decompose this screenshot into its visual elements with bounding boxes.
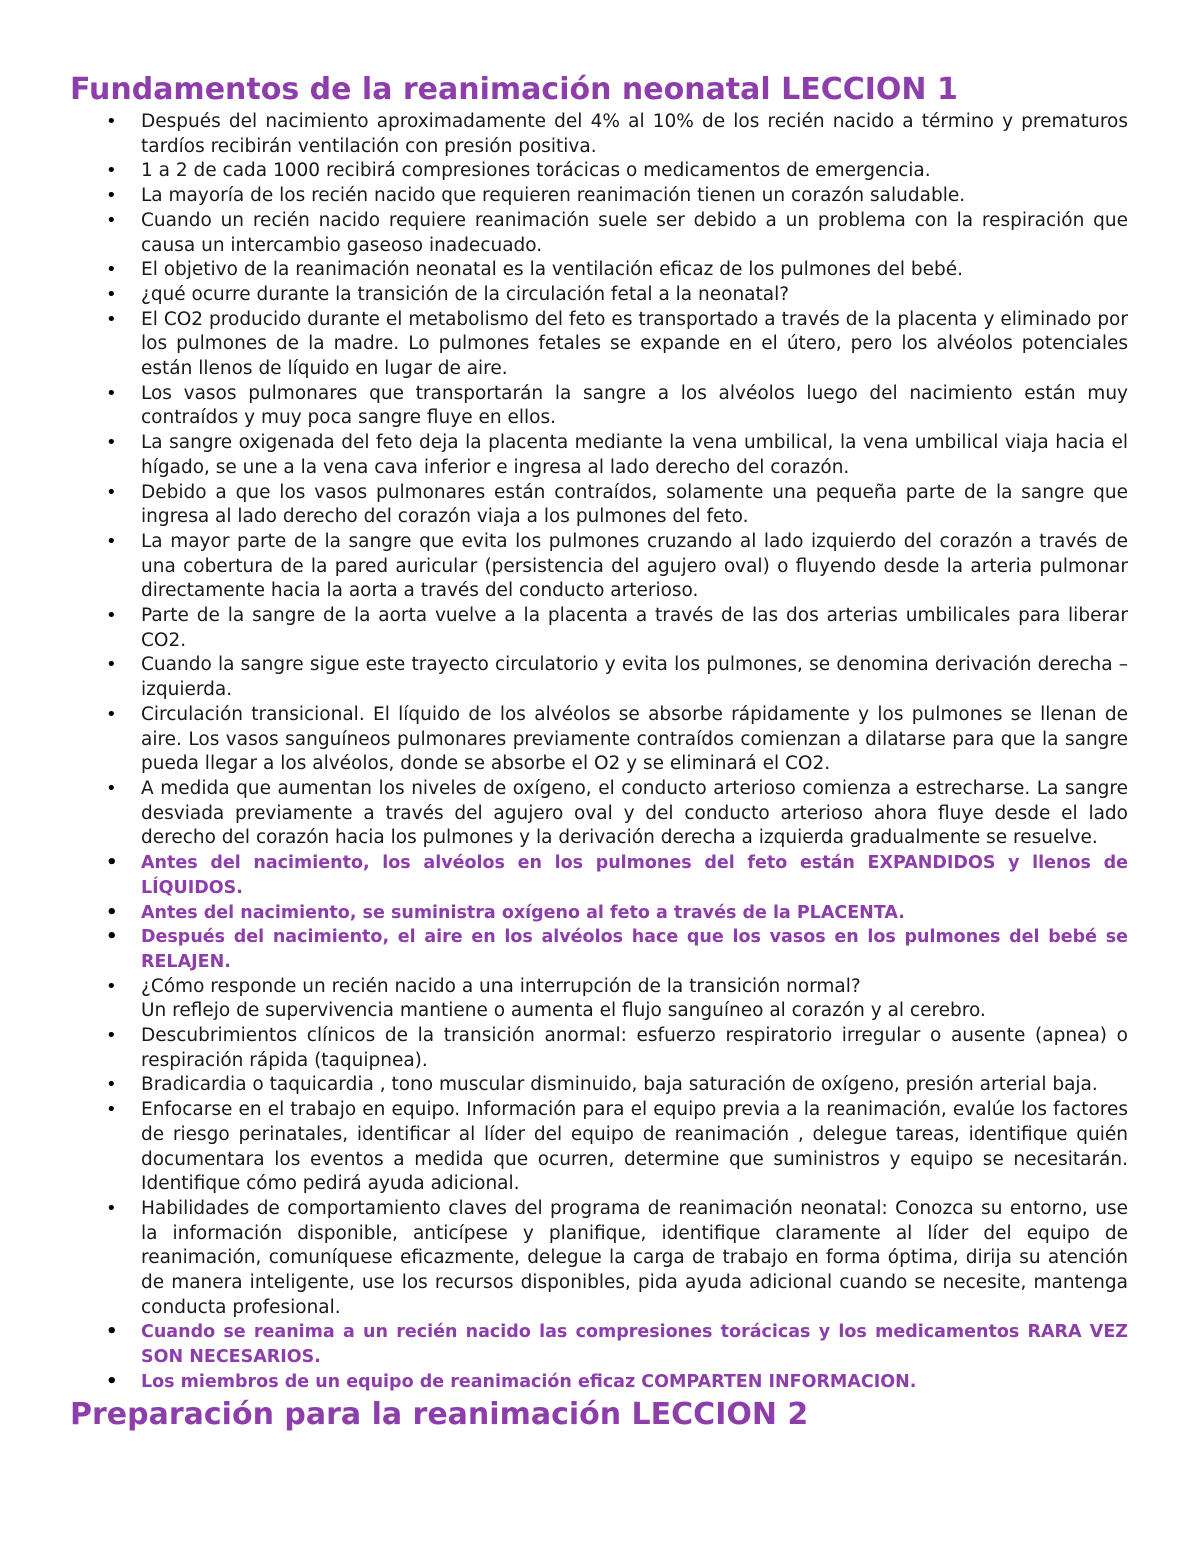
list-item-subtext: Un reflejo de supervivencia mantiene o aumenta el flujo sanguíneo al corazón y al cerebro. xyxy=(141,1000,986,1022)
bullet-icon: • xyxy=(106,111,117,132)
bullet-icon: • xyxy=(106,283,117,305)
list-item xyxy=(70,530,1128,604)
bullet-icon: • xyxy=(106,901,118,923)
list-item xyxy=(70,308,1128,382)
highlighted-list-item xyxy=(70,1320,1128,1369)
list-item-text: 1 a 2 de cada 1000 recibirá compresiones torácicas o medicamentos de emergencia. xyxy=(141,160,931,182)
list-item-text: Descubrimientos clínicos de la transición anormal: esfuerzo respiratorio irregular o ausente (apnea) o respiración rápida (taquipnea). xyxy=(141,1025,1128,1071)
list-item-text: Enfocarse en el trabajo en equipo. Información para el equipo previa a la reanimación, evalúe los factores de riesgo perinatales, identificar al líder del equipo de reanimación , delegue tareas, identifique quién documentara los eventos a medida que ocurren, determine que suministros y equipo se necesitarán. Identifique cómo pedirá ayuda adicional. xyxy=(141,1099,1128,1195)
list-item-text: Después del nacimiento, el aire en los alvéolos hace que los vasos en los pulmones del bebé se RELAJEN. xyxy=(141,927,1128,972)
list-item xyxy=(70,777,1128,851)
list-item-text: Debido a que los vasos pulmonares están contraídos, solamente una pequeña parte de la sangre que ingresa al lado derecho del corazón viaja a los pulmones del feto. xyxy=(141,481,1128,528)
bullet-icon: • xyxy=(106,852,118,874)
list-item xyxy=(70,703,1128,777)
list-item-text: ¿qué ocurre durante la transición de la circulación fetal a la neonatal? xyxy=(141,283,790,305)
bullet-icon: • xyxy=(106,185,117,207)
list-item-text: Antes del nacimiento, se suministra oxígeno al feto a través de la PLACENTA. xyxy=(141,902,905,923)
bullet-icon: • xyxy=(106,1197,117,1219)
bullet-icon: • xyxy=(106,308,117,330)
bullet-icon: • xyxy=(106,1370,118,1392)
document-page xyxy=(70,70,1128,1435)
bullet-icon: • xyxy=(106,160,117,182)
bullet-icon: • xyxy=(106,1099,117,1121)
bullet-icon: • xyxy=(106,1074,117,1096)
list-item-text: A medida que aumentan los niveles de oxígeno, el conducto arterioso comienza a estrecharse. La sangre desviada previamente a través del agujero oval y del conducto arterioso ahora fluye desde el lado derecho del corazón hacia los pulmones y la derivación derecha a izquierda gradualmente se resuelve. xyxy=(141,777,1128,849)
list-item xyxy=(70,283,1128,308)
list-item xyxy=(70,481,1128,530)
bullet-icon: • xyxy=(106,926,118,948)
bullet-icon: • xyxy=(106,382,117,404)
list-item-text: Cuando se reanima a un recién nacido las compresiones torácicas y los medicamentos RARA VEZ SON NECESARIOS. xyxy=(141,1322,1128,1368)
highlighted-list-item xyxy=(70,901,1128,926)
list-item-text: Después del nacimiento aproximadamente del 4% al 10% de los recién nacido a término y prematuros tardíos recibirán ventilación con presión positiva. xyxy=(141,111,1128,157)
list-item-text: ¿Cómo responde un recién nacido a una interrupción de la transición normal? xyxy=(141,975,861,997)
list-item-text: Parte de la sangre de la aorta vuelve a la placenta a través de las dos arterias umbilicales para liberar CO2. xyxy=(141,605,1128,651)
list-item xyxy=(70,1197,1128,1321)
list-item-text: Habilidades de comportamiento claves del programa de reanimación neonatal: Conozca su entorno, use la información disponible, anticípese y planifique, identifique claramente al líder del equipo de reanimación, comuníquese eficazmente, delegue la carga de trabajo en forma óptima, dirija su atención de manera inteligente, use los recursos disponibles, pida ayuda adicional cuando se necesite, mantenga conducta profesional. xyxy=(141,1197,1128,1318)
bullet-icon: • xyxy=(106,703,117,725)
bullet-icon: • xyxy=(106,975,117,997)
list-item-text: Los vasos pulmonares que transportarán la sangre a los alvéolos luego del nacimiento están muy contraídos y muy poca sangre fluye en ellos. xyxy=(141,382,1128,429)
list-item xyxy=(70,604,1128,653)
list-item xyxy=(70,431,1128,480)
list-item-text: Los miembros de un equipo de reanimación eficaz COMPARTEN INFORMACION. xyxy=(141,1371,917,1392)
list-item xyxy=(70,653,1128,702)
list-item-text: Antes del nacimiento, los alvéolos en los pulmones del feto están EXPANDIDOS y llenos de LÍQUIDOS. xyxy=(141,853,1128,898)
list-item-text: La mayoría de los recién nacido que requieren reanimación tienen un corazón saludable. xyxy=(141,185,966,207)
highlighted-list-item xyxy=(70,1370,1128,1395)
list-item-text: Circulación transicional. El líquido de los alvéolos se absorbe rápidamente y los pulmones se llenan de aire. Los vasos sanguíneos pulmonares previamente contraídos comienzan a dilatarse para que la sangre pueda llegar a los alvéolos, donde se absorbe el O2 y se eliminará el CO2. xyxy=(141,703,1128,775)
list-item-text: El objetivo de la reanimación neonatal es la ventilación eficaz de los pulmones del bebé. xyxy=(141,259,964,281)
lesson1-title: Fundamentos de la reanimación neonatal LECCION 1 xyxy=(70,72,958,107)
highlighted-list-item xyxy=(70,925,1128,974)
bullet-icon: • xyxy=(106,481,117,503)
bullet-icon: • xyxy=(106,530,117,552)
list-item xyxy=(70,1098,1128,1197)
list-item xyxy=(70,110,1128,159)
bullet-icon: • xyxy=(106,654,117,676)
bullet-icon: • xyxy=(106,1025,117,1047)
list-item-text: Cuando un recién nacido requiere reanimación suele ser debido a un problema con la respiración que causa un intercambio gaseoso inadecuado. xyxy=(141,209,1128,256)
list-item xyxy=(70,258,1128,283)
list-item-text: La mayor parte de la sangre que evita los pulmones cruzando al lado izquierdo del corazón a través de una cobertura de la pared auricular (persistencia del agujero oval) o fluyendo desde la arteria pulmonar directamente hacia la aorta a través del conducto arterioso. xyxy=(141,530,1128,602)
lesson1-bullet-list xyxy=(70,110,1128,1395)
lesson2-title: Preparación para la reanimación LECCION 2 xyxy=(70,1396,809,1432)
bullet-icon: • xyxy=(106,209,117,231)
list-item xyxy=(70,1073,1128,1098)
bullet-icon: • xyxy=(106,259,117,281)
bullet-icon: • xyxy=(106,605,117,627)
list-item-text: Bradicardia o taquicardia , tono muscular disminuido, baja saturación de oxígeno, presión arterial baja. xyxy=(141,1074,1098,1096)
list-item xyxy=(70,1024,1128,1073)
list-item-text: Cuando la sangre sigue este trayecto circulatorio y evita los pulmones, se denomina derivación derecha – izquierda. xyxy=(141,654,1128,701)
list-item xyxy=(70,184,1128,209)
list-item-text: La sangre oxigenada del feto deja la placenta mediante la vena umbilical, la vena umbilical viaja hacia el hígado, se une a la vena cava inferior e ingresa al lado derecho del corazón. xyxy=(141,432,1128,478)
list-item-text: El CO2 producido durante el metabolismo del feto es transportado a través de la placenta y eliminado por los pulmones de la madre. Lo pulmones fetales se expande en el útero, pero los alvéolos potenciales están llenos de líquido en lugar de aire. xyxy=(141,308,1128,380)
list-item xyxy=(70,209,1128,258)
list-item xyxy=(70,382,1128,431)
list-item xyxy=(70,159,1128,184)
bullet-icon: • xyxy=(106,432,117,454)
list-item xyxy=(70,975,1128,1024)
bullet-icon: • xyxy=(106,1321,118,1343)
bullet-icon: • xyxy=(106,777,117,799)
highlighted-list-item xyxy=(70,851,1128,900)
